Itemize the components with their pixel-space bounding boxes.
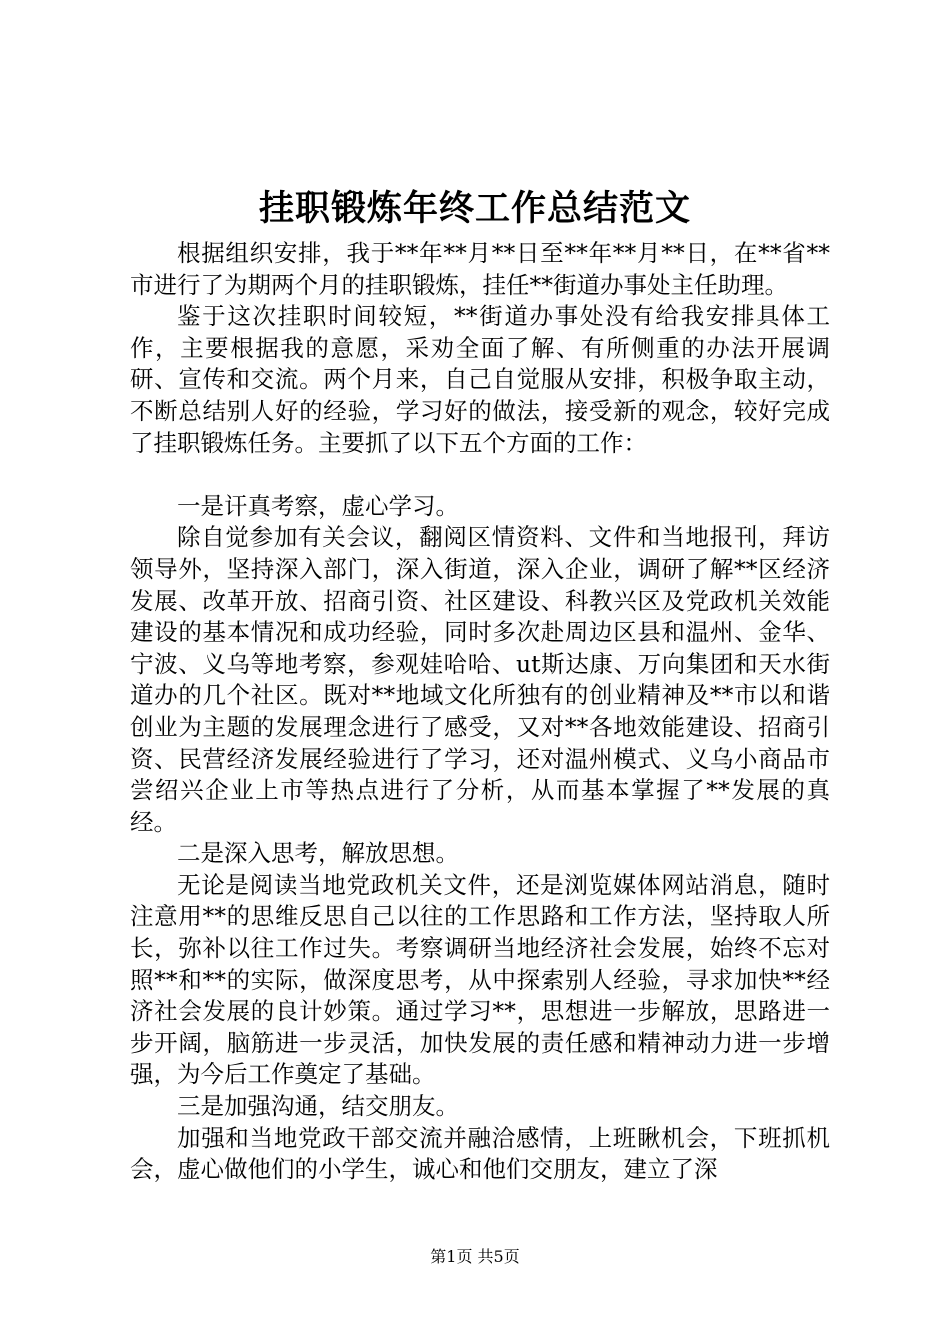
page-number-footer: 第1页 共5页 (430, 1247, 520, 1266)
section-heading-2: 二是深入思考，解放思想。 (177, 839, 459, 868)
section-heading-3: 三是加强沟通，结交朋友。 (177, 1092, 459, 1121)
document-body (130, 238, 830, 1186)
paragraph-section-2: 无论是阅读当地党政机关文件，还是浏览媒体网站消息，随时注意用**的思维反思自己以往的工作思路和工作方法，坚持取人所长，弥补以往工作过失。考察调研当地经济社会发展，始终不忘对照**和**的实际，做深度思考，从中探索别人经验，寻求加快**经济社会发展的良计妙策。通过学习**，思想进一步解放，思路进一步开阔，脑筋进一步灵活，加快发展的责任感和精神动力进一步增强，为今后工作奠定了基础。 (130, 870, 830, 1089)
document-title: 挂职锻炼年终工作总结范文 (258, 188, 691, 229)
paragraph-overview: 鉴于这次挂职时间较短，**街道办事处没有给我安排具体工作，主要根据我的意愿，采劝全面了解、有所侧重的办法开展调研、宣传和交流。两个月来，自己自觉服从安排，积极争取主动，不断总结别人好的经验，学习好的做法，接受新的观念，较好完成了挂职锻炼任务。主要抓了以下五个方面的工作： (130, 302, 830, 457)
paragraph-gap (130, 459, 830, 491)
paragraph-section-3: 加强和当地党政干部交流并融洽感情，上班瞅机会，下班抓机会，虚心做他们的小学生，诚心和他们交朋友，建立了深 (130, 1123, 830, 1184)
section-heading-1: 一是讦真考察，虚心学习。 (177, 491, 459, 520)
paragraph-section-1: 除自觉参加有关会议，翻阅区情资料、文件和当地报刊，拜访领导外，坚持深入部门，深入街道，深入企业，调研了解**区经济发展、改革开放、招商引资、社区建设、科教兴区及党政机关效能建设的基本情况和成功经验，同时多次赴周边区县和温州、金华、宁波、义乌等地考察，参观娃哈哈、ut斯达康、万向集团和天水街道办的几个社区。既对**地域文化所独有的创业精神及**市以和谐创业为主题的发展理念进行了感受，又对**各地效能建设、招商引资、民营经济发展经验进行了学习，还对温州模式、义乌小商品市尝绍兴企业上市等热点进行了分析，从而基本掌握了**发展的真经。 (130, 523, 830, 836)
paragraph-intro: 根据组织安排，我于**年**月**日至**年**月**日，在**省**市进行了为期两个月的挂职锻炼，挂任**街道办事处主任助理。 (130, 239, 830, 299)
